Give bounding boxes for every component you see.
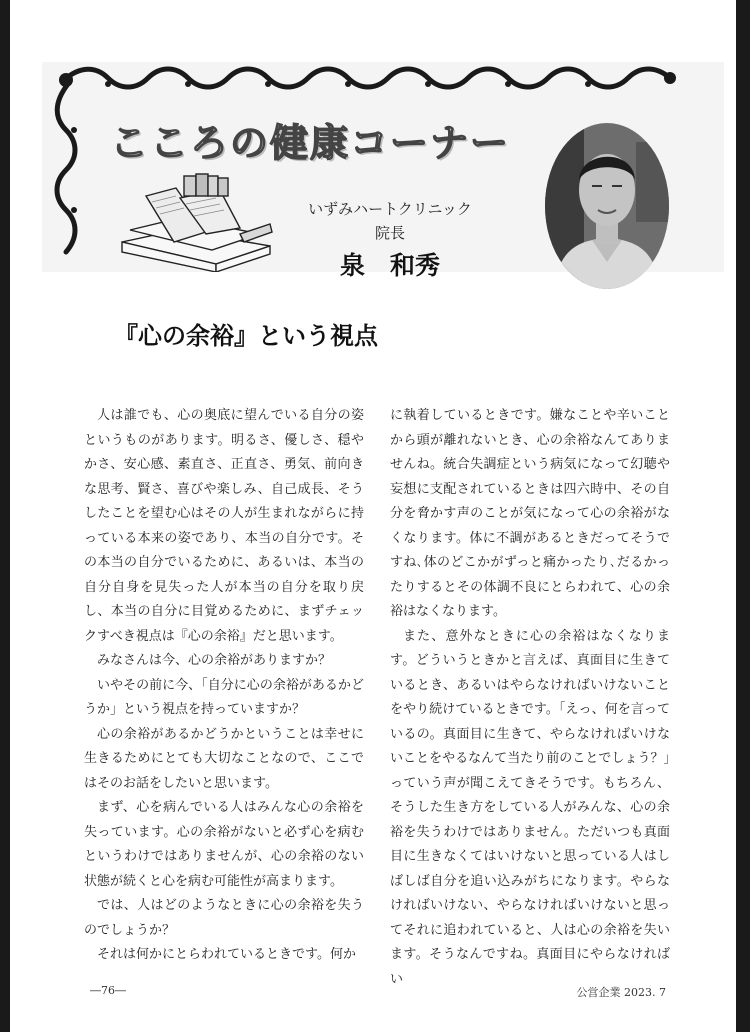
author-portrait: [544, 122, 670, 290]
corner-title: こころの健康コーナー: [110, 121, 511, 165]
clinic-name: いずみハートクリニック: [308, 200, 472, 218]
article-title: 『心の余裕』という視点: [114, 322, 378, 350]
paragraph: まず、心を病んでいる人はみんな心の余裕を失っています。心の余裕がないと必ず心を病むというわけではありませんが、心の余裕のない状態が続くと心を病む可能性が高まります。: [84, 800, 364, 889]
author-name: 泉 和秀: [339, 251, 440, 280]
paragraph: みなさんは今、心の余裕がありますか？: [97, 653, 332, 668]
paragraph: いやその前に今、「自分に心の余裕があるかどうか」という視点を持っていますか？: [84, 677, 364, 717]
paragraph: 人は誰でも、心の奥底に望んでいる自分の姿というものがあります。明るさ、優しさ、穏やかさ、安心感、素直さ、正直さ、勇気、前向きな思考、賢さ、喜びや楽しみ、自己成長、そうしたことを望む心はその人が生まれながらに持っている本来の姿であり、本当の自分です。その本当の自分でいるために、あるいは、本当の自分自身を見失った人が本当の自分を取り戻し、本当の自分に目覚めるために、まずチェックすべき視点は『心の余裕』だと思います。: [84, 408, 364, 644]
paragraph: 心の余裕があるかどうかということは幸せに生きるためにとても大切なことなので、ここではそのお話をしたいと思います。: [84, 726, 364, 791]
publication-info: 公営企業 2023. 7: [576, 986, 666, 999]
books-illustration: [120, 172, 280, 272]
page-number: ―76―: [90, 984, 126, 997]
text-column-left: [84, 404, 364, 968]
document-page: [10, 0, 736, 1032]
author-role: 院長: [374, 224, 405, 242]
paragraph: に執着しているときです。嫌なことや辛いことから頭が離れないとき、心の余裕なんてありませんね。統合失調症という病気になって幻聴や妄想に支配されているときは四六時中、その自分を脅かす声のことが気になって心の余裕がなくなります。体に不調があるときだってそうですね､体のどこかがずっと痛かったり､だるかったりするとその体調不良にとらわれて、心の余裕はなくなります。: [390, 408, 670, 619]
paragraph: それは何かにとらわれているときです。何か: [97, 947, 356, 962]
paragraph: また、意外なときに心の余裕はなくなります。どういうときかと言えば、真面目に生きているとき、あるいはやらなければいけないことをやり続けているときです。「えっ、何を言っているの。真面目に生きて、やらなければいけないことをやるなんて当たり前のことでしょう？」っていう声が聞こえてきそうです。もちろん、そうした生き方をしている人がみんな、心の余裕を失うわけではありません。ただいつも真面目に生きなくてはいけないと思っている人はしばしば自分を追い込みがちになります。やらなければいけない、やらなければいけないと思ってそれに追われていると、人は心の余裕を失います。そうなんですね。真面目にやらなければい: [390, 628, 670, 987]
paragraph: では、人はどのようなときに心の余裕を失うのでしょうか？: [84, 898, 364, 938]
text-column-right: [390, 404, 670, 992]
